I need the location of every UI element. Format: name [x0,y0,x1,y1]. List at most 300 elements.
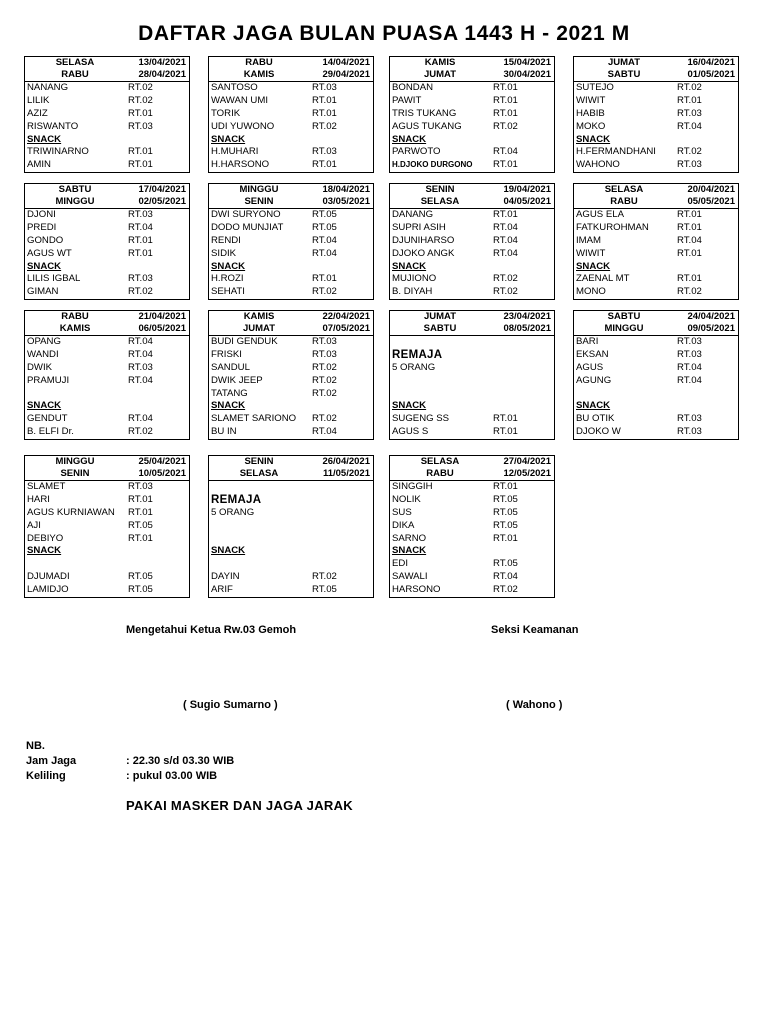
guard-name: B. DIYAH [392,286,433,298]
header-row [209,456,373,468]
snack-label: SNACK [392,400,427,412]
date: 20/04/2021 [687,184,735,195]
guard-row [390,400,554,413]
rt-number: RT.02 [493,286,518,298]
header-row [574,311,738,323]
guard-row [25,400,189,413]
day-name: SELASA [239,468,279,479]
approver-label: Mengetahui Ketua Rw.03 Gemoh [126,624,297,636]
rt-number: RT.04 [493,571,518,583]
rt-number: RT.04 [493,146,518,158]
guard-row [25,336,189,349]
guard-row [25,146,189,159]
page-title: DAFTAR JAGA BULAN PUASA 1443 H - 2021 M [138,22,630,45]
rt-number: RT.02 [677,82,702,93]
day-name: RABU [61,311,89,322]
guard-row [25,82,189,95]
date: 25/04/2021 [138,456,186,467]
rt-number: RT.01 [677,273,702,285]
rt-number: RT.03 [128,209,153,220]
rt-number: RT.01 [493,107,518,119]
block-header [25,184,189,209]
guard-row [25,533,189,546]
rt-number: RT.04 [493,234,518,246]
guard-row [390,336,554,349]
rt-number: RT.03 [312,146,337,158]
schedule-block [389,56,555,173]
block-header [574,184,738,209]
date: 21/04/2021 [138,311,186,322]
rt-number: RT.05 [493,506,518,518]
guard-name: AJI [27,519,41,531]
guard-name: DWI SURYONO [211,209,281,220]
guard-row [209,533,373,546]
block-header [574,57,738,82]
date: 12/05/2021 [503,468,551,479]
guard-row [390,108,554,121]
guard-row [390,134,554,147]
date: 05/05/2021 [687,196,735,207]
guard-name: ZAENAL MT [576,273,630,285]
rt-number: RT.02 [128,82,153,93]
rt-number: RT.05 [128,584,153,596]
guard-row [390,121,554,134]
schedule-block [573,310,739,440]
guard-row [390,481,554,494]
guard-name: DJOKO ANGK [392,247,455,259]
date: 23/04/2021 [503,311,551,322]
rt-number: RT.01 [677,94,702,106]
date: 06/05/2021 [138,323,186,334]
rt-number: RT.01 [128,234,153,246]
date: 13/04/2021 [138,57,186,68]
day-name: JUMAT [242,323,276,334]
day-name: RABU [610,196,638,207]
block-header [209,311,373,336]
guard-name: HARSONO [392,584,441,596]
date: 09/05/2021 [687,323,735,334]
guard-name: RISWANTO [27,120,79,132]
guard-row [209,248,373,261]
rt-number: RT.01 [677,209,702,220]
guard-row [574,400,738,413]
header-row [25,184,189,196]
snack-label: SNACK [576,400,611,412]
guard-name: PARWOTO [392,146,441,158]
guard-name: LAMIDJO [27,584,69,596]
guard-name: H.MUHARI [211,146,259,158]
header-row [209,323,373,335]
rt-number: RT.01 [312,159,337,171]
snack-label: SNACK [392,260,427,272]
rt-number: RT.04 [128,336,153,347]
guard-row [574,209,738,222]
guard-row [390,235,554,248]
security-section-label: Seksi Keamanan [491,624,579,636]
guard-name: SUTEJO [576,82,614,93]
guard-row [25,95,189,108]
rt-number: RT.02 [128,426,153,438]
guard-row [209,222,373,235]
guard-row [209,520,373,533]
guard-row [209,481,373,494]
rt-number: RT.01 [128,146,153,158]
rt-number: RT.03 [128,481,153,492]
rt-number: RT.02 [493,273,518,285]
day-name: RABU [61,69,89,80]
date: 03/05/2021 [322,196,370,207]
guard-name: TRIS TUKANG [392,107,457,119]
schedule-block [573,183,739,300]
day-name: RABU [245,57,273,68]
guard-name: SEHATI [211,286,245,298]
day-name: JUMAT [607,57,641,68]
guard-name: HABIB [576,107,605,119]
guard-row [574,413,738,426]
rt-number: RT.01 [493,94,518,106]
rt-number: RT.01 [677,221,702,233]
snack-label: SNACK [576,133,611,145]
guard-name: DJUMADI [27,571,70,583]
header-row [209,468,373,480]
guard-row [25,571,189,584]
guard-name: SAWALI [392,571,428,583]
day-name: MINGGU [604,323,644,334]
guard-row [574,235,738,248]
rt-number: RT.05 [493,558,518,570]
guard-name: AGUNG [576,374,612,386]
rt-number: RT.03 [677,348,702,360]
rt-number: RT.01 [128,532,153,544]
guard-name: SUPRI ASIH [392,221,446,233]
jam-jaga-label: Jam Jaga [26,755,77,767]
schedule-block [24,56,190,173]
date: 02/05/2021 [138,196,186,207]
schedule-block [24,455,190,598]
guard-row [25,235,189,248]
guard-row [25,134,189,147]
rt-number: RT.01 [493,426,518,438]
guard-name: DAYIN [211,571,240,583]
guard-name: H.FERMANDHANI [576,146,656,158]
block-header [209,57,373,82]
guard-name: SIDIK [211,247,237,259]
guard-row [209,235,373,248]
guard-row [25,426,189,439]
header-row [390,69,554,81]
guard-row [25,108,189,121]
guard-name: WANDI [27,348,59,360]
header-row [25,311,189,323]
guard-name: TATANG [211,387,248,399]
rt-number: RT.05 [312,584,337,596]
guard-name: SINGGIH [392,481,433,492]
rt-number: RT.02 [128,94,153,106]
guard-name: EKSAN [576,348,609,360]
rt-number: RT.01 [493,481,518,492]
guard-name: FRISKI [211,348,242,360]
date: 28/04/2021 [138,69,186,80]
guard-row [209,375,373,388]
guard-row [209,159,373,172]
guard-name: SLAMET SARIONO [211,413,297,425]
block-header [390,57,554,82]
guard-row [574,82,738,95]
block-header [25,57,189,82]
day-name: MINGGU [55,196,95,207]
schedule-block [24,183,190,300]
rt-number: RT.05 [493,493,518,505]
rt-number: RT.01 [493,82,518,93]
day-name: SELASA [420,456,460,467]
date: 22/04/2021 [322,311,370,322]
header-row [574,323,738,335]
rt-number: RT.01 [312,107,337,119]
header-row [390,468,554,480]
guard-row [574,95,738,108]
guard-name: AGUS S [392,426,429,438]
rt-number: RT.01 [312,94,337,106]
guard-row [209,494,373,507]
guard-name: NOLIK [392,493,421,505]
guard-name: WIWIT [576,94,606,106]
guard-row [390,95,554,108]
date: 11/05/2021 [322,468,370,479]
header-row [25,468,189,480]
rt-number: RT.05 [312,209,337,220]
rt-number: RT.03 [312,348,337,360]
block-header [390,311,554,336]
header-row [25,196,189,208]
header-row [574,184,738,196]
date: 07/05/2021 [322,323,370,334]
rt-number: RT.03 [677,426,702,438]
rt-number: RT.02 [312,374,337,386]
guard-row [209,146,373,159]
snack-label: SNACK [27,260,62,272]
date: 15/04/2021 [503,57,551,68]
guard-row [25,388,189,401]
guard-row [574,121,738,134]
date: 10/05/2021 [138,468,186,479]
guard-row [209,134,373,147]
guard-row [25,261,189,274]
guard-row [25,507,189,520]
guard-row [390,571,554,584]
rt-number: RT.04 [128,221,153,233]
day-name: KAMIS [424,57,456,68]
guard-name: LILIK [27,94,50,106]
guard-name: WAHONO [576,159,620,171]
rt-number: RT.04 [677,361,702,373]
guard-name: AGUS ELA [576,209,624,220]
day-name: KAMIS [243,311,275,322]
guard-row [574,286,738,299]
rt-number: RT.02 [312,571,337,583]
rt-number: RT.01 [493,532,518,544]
rt-number: RT.02 [493,120,518,132]
guard-name: 5 ORANG [392,361,436,373]
rt-number: RT.04 [493,221,518,233]
guard-name: PAWIT [392,94,422,106]
rt-number: RT.04 [128,348,153,360]
rt-number: RT.02 [312,286,337,298]
guard-name: GENDUT [27,413,68,425]
day-name: SELASA [604,184,644,195]
guard-name: PREDI [27,221,57,233]
guard-name: GONDO [27,234,64,246]
guard-row [25,584,189,597]
rt-number: RT.04 [312,247,337,259]
day-name: SABTU [607,311,641,322]
rt-number: RT.03 [677,159,702,171]
header-row [25,57,189,69]
date: 19/04/2021 [503,184,551,195]
guard-row [574,336,738,349]
date: 01/05/2021 [687,69,735,80]
header-row [25,456,189,468]
guard-name: DJUNIHARSO [392,234,455,246]
guard-row [209,413,373,426]
guard-name: PRAMUJI [27,374,70,386]
rt-number: RT.01 [493,413,518,425]
date: 17/04/2021 [138,184,186,195]
snack-label: SNACK [211,133,246,145]
rt-number: RT.05 [128,519,153,531]
guard-row [574,108,738,121]
rt-number: RT.01 [128,493,153,505]
guard-name: UDI YUWONO [211,120,275,132]
day-name: JUMAT [423,311,457,322]
guard-row [390,222,554,235]
rt-number: RT.03 [677,336,702,347]
header-row [390,323,554,335]
date: 04/05/2021 [503,196,551,207]
guard-row [209,261,373,274]
schedule-block [389,455,555,598]
rt-number: RT.04 [312,234,337,246]
guard-row [390,82,554,95]
guard-row [574,248,738,261]
guard-name: SLAMET [27,481,66,492]
guard-row [390,507,554,520]
guard-name: REMAJA [392,348,443,361]
snack-label: SNACK [211,260,246,272]
guard-row [209,426,373,439]
header-row [390,196,554,208]
rt-number: RT.03 [677,413,702,425]
rt-number: RT.02 [128,286,153,298]
rt-number: RT.03 [128,273,153,285]
header-row [25,323,189,335]
rt-number: RT.03 [128,361,153,373]
guard-name: H.DJOKO DURGONO [392,160,473,170]
guard-row [25,248,189,261]
guard-row [390,209,554,222]
guard-name: BONDAN [392,82,434,93]
guard-row [25,494,189,507]
guard-name: MONO [576,286,606,298]
guard-name: B. ELFI Dr. [27,426,74,438]
guard-row [209,558,373,571]
day-name: SABTU [423,323,457,334]
guard-row [25,209,189,222]
guard-row [390,494,554,507]
guard-name: AGUS KURNIAWAN [27,506,115,518]
rt-number: RT.04 [677,120,702,132]
header-row [209,57,373,69]
rt-number: RT.05 [128,571,153,583]
guard-row [390,388,554,401]
guard-name: SUGENG SS [392,413,450,425]
rt-number: RT.01 [128,506,153,518]
schedule-block [389,183,555,300]
guard-row [574,146,738,159]
guard-name: LILIS IGBAL [27,273,81,285]
guard-row [390,413,554,426]
guard-name: WIWIT [576,247,606,259]
rt-number: RT.04 [677,234,702,246]
rt-number: RT.04 [312,426,337,438]
guard-name: RENDI [211,234,241,246]
guard-name: 5 ORANG [211,506,255,518]
rt-number: RT.04 [128,413,153,425]
guard-row [25,413,189,426]
header-row [209,69,373,81]
guard-row [209,388,373,401]
guard-row [209,400,373,413]
guard-row [390,286,554,299]
guard-row [574,159,738,172]
guard-row [209,584,373,597]
guard-row [25,520,189,533]
guard-name: SANTOSO [211,82,258,93]
rt-number: RT.03 [128,120,153,132]
header-row [390,311,554,323]
day-name: SENIN [425,184,455,195]
guard-name: DWIK JEEP [211,374,263,386]
guard-row [209,286,373,299]
guard-name: H.ROZI [211,273,244,285]
guard-name: BU IN [211,426,237,438]
rt-number: RT.04 [493,247,518,259]
guard-row [209,362,373,375]
guard-row [25,362,189,375]
guard-row [25,273,189,286]
guard-row [574,349,738,362]
guard-row [574,375,738,388]
guard-row [25,545,189,558]
guard-row [574,261,738,274]
guard-row [209,273,373,286]
guard-name: DWIK [27,361,53,373]
guard-name: SARNO [392,532,427,544]
guard-name: H.HARSONO [211,159,270,171]
guard-name: AMIN [27,159,51,171]
guard-row [574,222,738,235]
jam-jaga-value: : 22.30 s/d 03.30 WIB [126,755,235,767]
guard-name: TORIK [211,107,241,119]
guard-name: NANANG [27,82,69,93]
guard-name: MOKO [576,120,606,132]
day-name: SABTU [607,69,641,80]
guard-name: EDI [392,558,408,570]
rt-number: RT.02 [312,361,337,373]
block-header [390,456,554,481]
block-header [25,311,189,336]
day-name: JUMAT [423,69,457,80]
guard-row [209,121,373,134]
